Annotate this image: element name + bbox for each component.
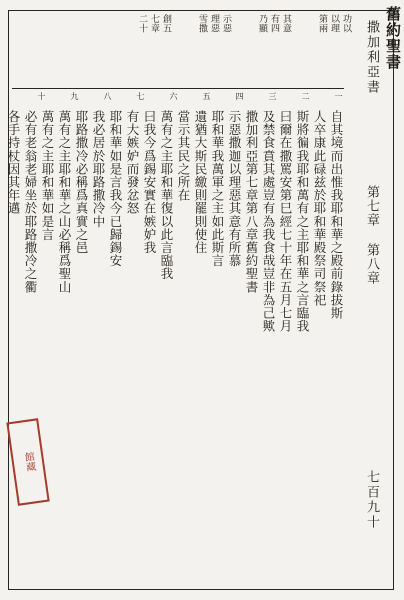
top-note: 乃顯 [257, 14, 267, 33]
top-note: 二十 [137, 14, 147, 33]
header-rule [12, 88, 344, 89]
verse-number-row [12, 92, 342, 110]
verse-number: 二 [301, 92, 310, 100]
text-column: 耶和華如是言我今已歸錫安 [108, 110, 123, 268]
top-note: 七章 [149, 14, 159, 33]
top-note: 功以 [341, 14, 351, 33]
top-note: 有四 [269, 14, 279, 33]
text-column: 我必居於耶路撒冷中 [91, 110, 106, 228]
text-column: 自其境而出惟我耶和華之殿前錄拔斯 [329, 110, 344, 320]
verse-number: 八 [103, 92, 112, 100]
text-column: 萬有之主耶和華復以此言臨我 [159, 110, 174, 281]
verse-number: 四 [235, 92, 244, 100]
text-column: 當示其民之所在 [176, 110, 191, 202]
top-note: 理惡 [209, 14, 219, 33]
text-column: 各手持杖因其年邁 [6, 110, 21, 215]
verse-number: 三 [268, 92, 277, 100]
verse-number: 一 [334, 92, 343, 100]
top-note: 第兩 [317, 14, 327, 33]
text-column: 曰我今爲錫安實在嫉妒我 [142, 110, 157, 255]
page-number: 七百九十 [364, 470, 379, 530]
top-note: 其意 [281, 14, 291, 33]
text-column: 萬有之主耶和華如是言 [40, 110, 55, 241]
text-column: 萬有之主耶和華之山必稱爲聖山 [57, 110, 72, 294]
text-column: 耶路撒冷必稱爲真實之邑 [74, 110, 89, 255]
verse-number: 五 [202, 92, 211, 100]
text-column: 示惡撒迦以理惡其意有所慕 [227, 110, 242, 268]
chapter-title: 第七章 第八章 [364, 185, 379, 285]
top-note: 雪撒 [197, 14, 207, 33]
text-column: 遺猶大斯民繳則罷則使住 [193, 110, 208, 255]
top-note: 以理 [329, 14, 339, 33]
top-notes [10, 14, 350, 84]
verse-number: 十 [37, 92, 46, 100]
text-column: 必有老翁老婦坐於耶路撒冷之衢 [23, 110, 38, 294]
verse-number: 六 [169, 92, 178, 100]
text-column: 斯將徧我耶和萬有之主耶和華之言臨我 [295, 110, 310, 333]
text-column: 有大嫉妒而發忿怒 [125, 110, 140, 215]
body-text [6, 110, 344, 580]
book-title: 撒加利亞書 [364, 20, 379, 95]
top-note: 示惡 [221, 14, 231, 33]
verse-number: 九 [70, 92, 79, 100]
verse-number: 七 [136, 92, 145, 100]
top-note: 創五 [161, 14, 171, 33]
text-column: 耶和華我萬軍之主如此斯言 [210, 110, 225, 268]
text-column: 人卒康此碌兹於耶和華殿祭司祭祀 [312, 110, 327, 307]
library-stamp: 館藏 [6, 418, 49, 506]
text-column: 曰爾在撒罵安第巳經七十年在五月七月 [278, 110, 293, 333]
running-head: 舊約聖書 [384, 6, 402, 70]
text-column: 撒加利亞第七章第八章舊約聖書 [244, 110, 259, 294]
text-column: 及禁食賁其處豈有為我食哉豈非為己歟 [261, 110, 276, 333]
